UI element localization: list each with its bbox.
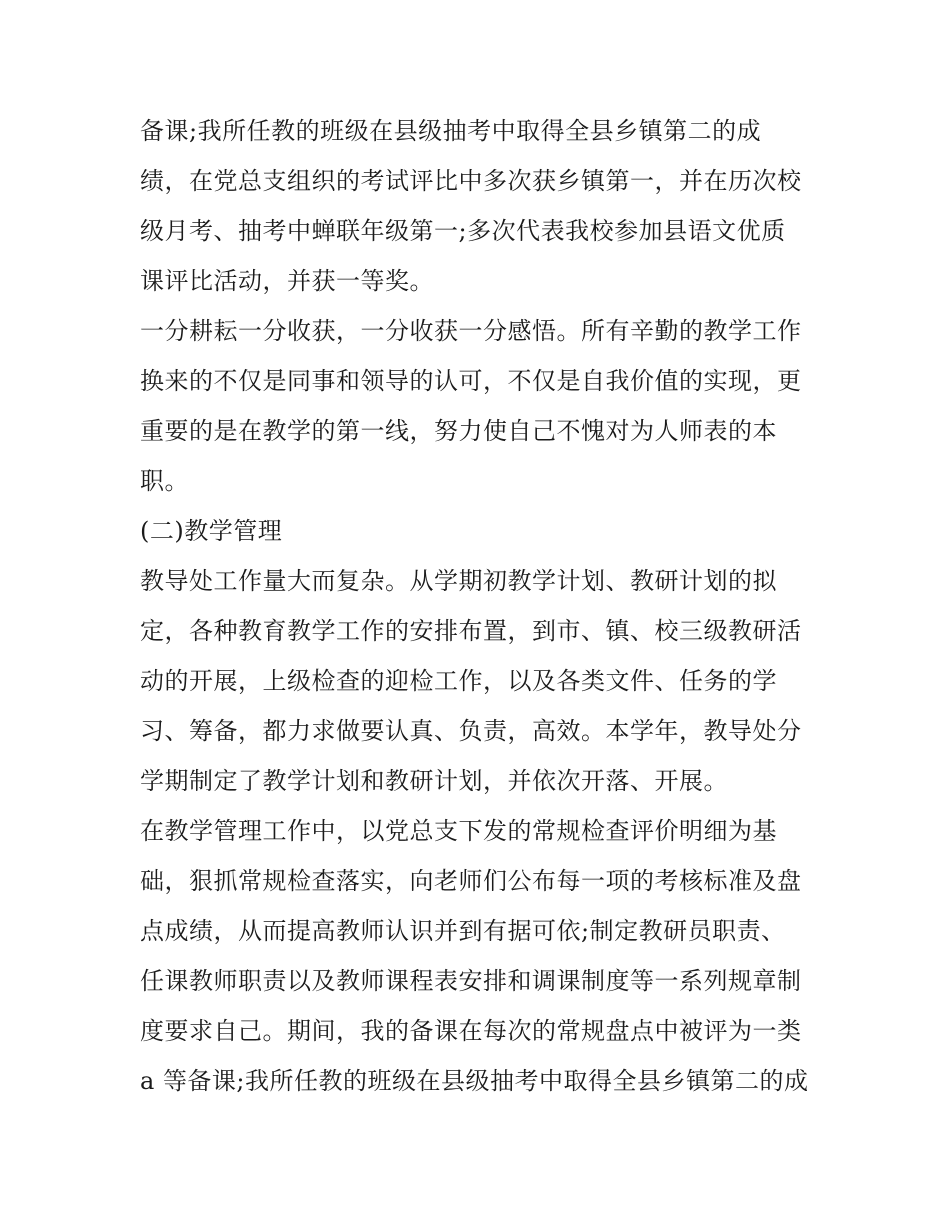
text-line: 课评比活动，并获一等奖。 xyxy=(140,267,434,295)
text-line: 教导处工作量大而复杂。从学期初教学计划、教研计划的拟 xyxy=(140,567,777,595)
text-line: 重要的是在教学的第一线，努力使自己不愧对为人师表的本 xyxy=(140,417,777,445)
text-line: 备课;我所任教的班级在县级抽考中取得全县乡镇第二的成 xyxy=(140,117,762,145)
text-line: 习、筹备，都力求做要认真、负责，高效。本学年，教导处分 xyxy=(140,717,802,745)
text-line: 定，各种教育教学工作的安排布置，到市、镇、校三级教研活 xyxy=(140,617,802,645)
text-line: 学期制定了教学计划和教研计划，并依次开落、开展。 xyxy=(140,767,728,795)
text-line: 在教学管理工作中，以党总支下发的常规检查评价明细为基 xyxy=(140,817,777,845)
text-line: 础，狠抓常规检查落实，向老师们公布每一项的考核标准及盘 xyxy=(140,867,802,895)
text-line: 动的开展，上级检查的迎检工作，以及各类文件、任务的学 xyxy=(140,667,777,695)
text-line: 绩，在党总支组织的考试评比中多次获乡镇第一，并在历次校 xyxy=(140,167,802,195)
text-line: 职。 xyxy=(140,467,189,495)
document-body xyxy=(140,106,820,1106)
text-line: 任课教师职责以及教师课程表安排和调课制度等一系列规章制 xyxy=(140,967,802,995)
text-line: 度要求自己。期间，我的备课在每次的常规盘点中被评为一类 xyxy=(140,1017,802,1045)
text-line: 点成绩，从而提高教师认识并到有据可依;制定教研员职责、 xyxy=(140,917,786,945)
text-line: 一分耕耘一分收获，一分收获一分感悟。所有辛勤的教学工作 xyxy=(140,317,802,345)
section-heading: (二)教学管理 xyxy=(140,517,283,545)
text-line: 换来的不仅是同事和领导的认可，不仅是自我价值的实现，更 xyxy=(140,367,802,395)
text-line: a 等备课;我所任教的班级在县级抽考中取得全县乡镇第二的成 xyxy=(140,1067,809,1095)
text-line: 级月考、抽考中蝉联年级第一;多次代表我校参加县语文优质 xyxy=(140,217,786,245)
